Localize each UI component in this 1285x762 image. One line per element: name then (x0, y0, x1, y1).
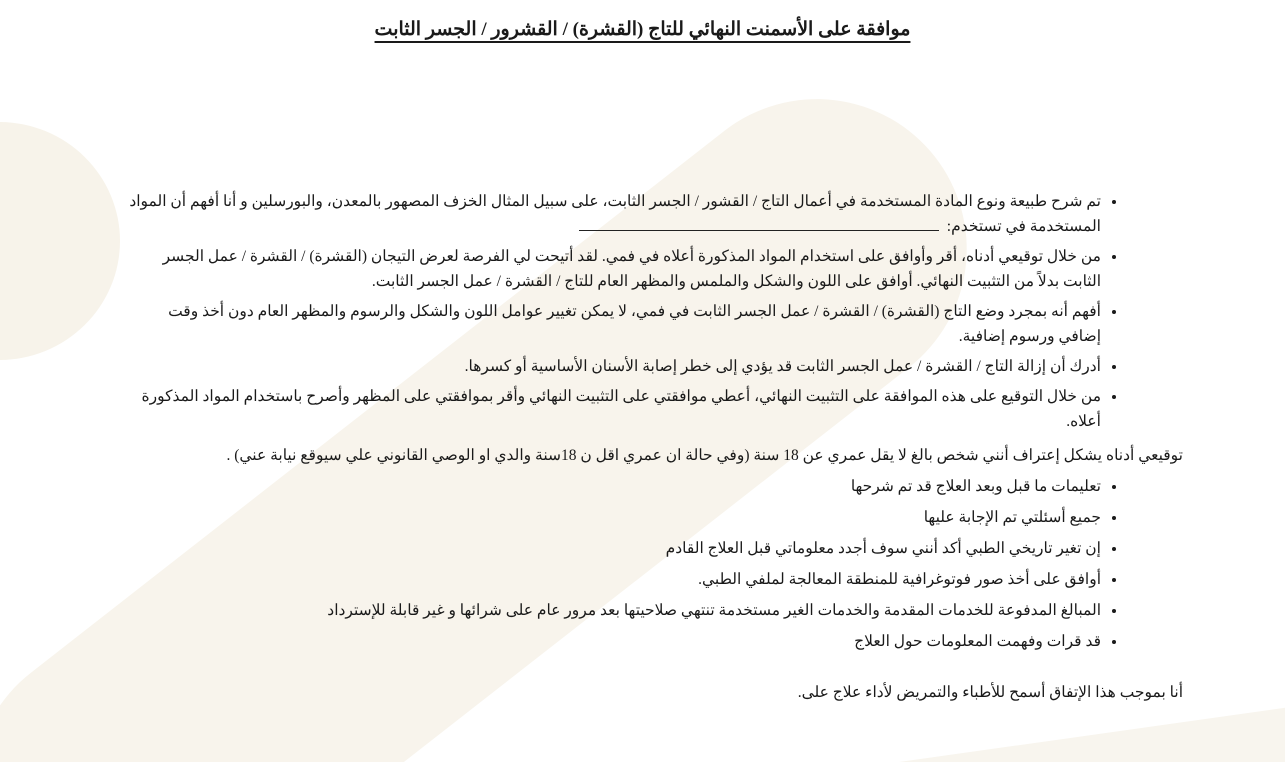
patient-confirmations-list (128, 474, 1183, 654)
age-acknowledgement-paragraph: توقيعي أدناه يشكل إعتراف أنني شخص بالغ لا يقل عمري عن 18 سنة (وفي حالة ان عمري اقل ن 18سنة والدي او الوصي القانوني علي سيوقع نيابة عني) . (226, 447, 1183, 464)
list-item: • من خلال التوقيع على هذه الموافقة على التثبيت النهائي، أعطي موافقتي على التثبيت النهائي وأقر بموافقتي على المظهر وأصرح باستخدام المواد المذكورة أعلاه. (128, 384, 1101, 434)
list-item: • أدرك أن إزالة التاج / القشرة / عمل الجسر الثابت قد يؤدي إلى خطر إصابة الأسنان الأساسية أو كسرها. (128, 354, 1101, 379)
list-item: • من خلال توقيعي أدناه، أقر وأوافق على استخدام المواد المذكورة أعلاه في فمي. لقد أتيحت لي الفرصة لعرض التيجان (القشرة) / القشرة / عمل الجسر الثابت بدلاً من التثبيت النهائي. أوافق على اللون والشكل والملمس والمظهر العام للتاج / القشرة / عمل الجسر الثابت. (128, 244, 1101, 294)
list-item: • تعليمات ما قبل وبعد العلاج قد تم شرحها (128, 474, 1101, 499)
watermark-circle-shape (0, 122, 120, 360)
list-item: • جميع أسئلتي تم الإجابة عليها (128, 505, 1101, 530)
list-item (128, 189, 1101, 239)
list-item: • أفهم أنه بمجرد وضع التاج (القشرة) / القشرة / عمل الجسر الثابت في فمي، لا يمكن تغيير عوامل اللون والشكل والرسوم والمظهر العام دون أخذ وقت إضافي ورسوم إضافية. (128, 299, 1101, 349)
list-item: • قد قرات وفهمت المعلومات حول العلاج (128, 629, 1101, 654)
list-item: • إن تغير تاريخي الطبي أكد أنني سوف أجدد معلوماتي قبل العلاج القادم (128, 536, 1101, 561)
document-body (128, 189, 1183, 705)
consent-point-text: تم شرح طبيعة ونوع المادة المستخدمة في أعمال التاج / القشور / الجسر الثابت، على سبيل المثال الخزف المصهور بالمعدن، والبورسلين و أنا أفهم أن المواد المستخدمة في تستخدم: (129, 193, 1101, 235)
materials-fill-in-blank (579, 217, 939, 231)
list-item: • المبالغ المدفوعة للخدمات المقدمة والخدمات الغير مستخدمة تنتهي صلاحيتها بعد مرور عام على شرائها و غير قابلة للإسترداد (128, 598, 1101, 623)
document-title-text: موافقة على الأسمنت النهائي للتاج (القشرة) / القشرور / الجسر الثابت (374, 19, 911, 40)
list-item: • أوافق على أخذ صور فوتوغرافية للمنطقة المعالجة لملفي الطبي. (128, 567, 1101, 592)
document-title (0, 18, 1285, 41)
closing-statement-paragraph: أنا بموجب هذا الإتفاق أسمح للأطباء والتمريض لأداء علاج على. (797, 684, 1183, 701)
consent-points-list (128, 189, 1183, 434)
